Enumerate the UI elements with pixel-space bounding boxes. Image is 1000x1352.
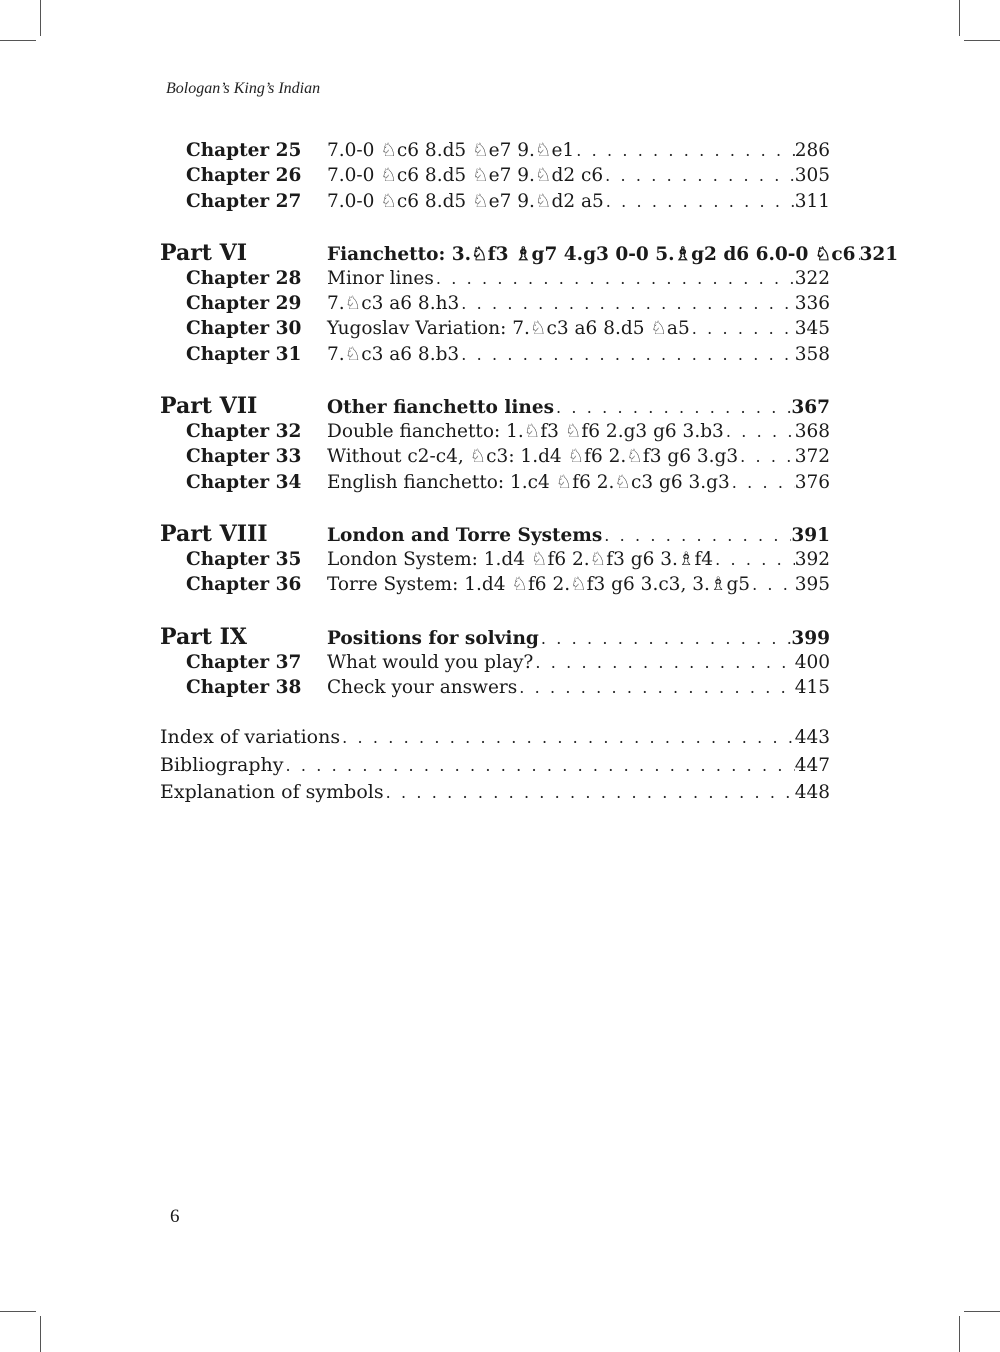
crop-mark [0, 40, 36, 41]
entry-title: Other fianchetto lines [327, 397, 555, 419]
entry-page-number: 286 [794, 140, 830, 161]
chapter-label: Chapter 31 [186, 343, 302, 365]
chapter-label: Chapter 34 [186, 471, 302, 493]
dot-leader [554, 398, 791, 417]
entry-page-number: 368 [794, 421, 830, 443]
entry-page-number: 448 [794, 782, 830, 804]
entry-page-number: 391 [791, 524, 830, 546]
dot-leader [730, 473, 795, 492]
toc-part-entry[interactable] [160, 239, 899, 268]
dot-leader [384, 783, 795, 802]
entry-title: 7.0-0 ♘c6 8.d5 ♘e7 9.♘d2 c6 [327, 165, 604, 187]
dot-leader [539, 629, 792, 648]
toc-appendix-entry[interactable] [160, 726, 830, 754]
entry-page-number: 399 [791, 627, 830, 649]
toc-part-entry[interactable] [160, 521, 830, 549]
chapter-label: Chapter 37 [186, 651, 302, 673]
entry-page-number: 322 [794, 267, 830, 289]
chapter-label: Chapter 27 [186, 190, 302, 212]
entry-title: Check your answers [327, 676, 518, 698]
entry-title: Without c2-c4, ♘c3: 1.d4 ♘f6 2.♘f3 g6 3.g3 [327, 446, 739, 468]
toc-chapter-entry[interactable] [160, 652, 830, 677]
toc-chapter-entry[interactable] [160, 165, 830, 190]
dot-leader [340, 728, 795, 747]
entry-page-number: 358 [794, 343, 830, 365]
toc-chapter-entry[interactable] [160, 268, 830, 293]
entry-page-number: 305 [794, 165, 830, 187]
chapter-label: Chapter 36 [186, 574, 302, 596]
part-label: Part IX [160, 623, 247, 650]
dot-leader [724, 422, 795, 441]
dot-leader [604, 192, 795, 211]
entry-title: Double fianchetto: 1.♘f3 ♘f6 2.g3 g6 3.b3 [327, 421, 724, 443]
chapter-label: Chapter 28 [186, 267, 302, 289]
entry-page-number: 376 [794, 471, 830, 493]
page-number: 6 [170, 1206, 180, 1227]
entry-title: 7.0-0 ♘c6 8.d5 ♘e7 9.♘e1 [327, 140, 575, 161]
crop-mark [40, 0, 41, 36]
toc-section [160, 393, 830, 497]
dot-leader [459, 345, 794, 364]
toc-section [160, 239, 899, 369]
entry-page-number: 400 [794, 651, 830, 673]
entry-page-number: 345 [794, 318, 830, 340]
toc-chapter-entry[interactable] [160, 191, 830, 216]
entry-title: Fianchetto: 3.♘f3 ♗g7 4.g3 0-0 5.♗g2 d6 6.0-0 ♘c6 [327, 243, 856, 265]
entry-title: Yugoslav Variation: 7.♘c3 a6 8.d5 ♘a5 [327, 318, 690, 340]
entry-title: English fianchetto: 1.c4 ♘f6 2.♘c3 g6 3.g3 [327, 471, 730, 493]
dot-leader [434, 269, 795, 288]
toc-chapter-entry[interactable] [160, 344, 830, 369]
entry-title: 7.0-0 ♘c6 8.d5 ♘e7 9.♘d2 a5 [327, 190, 604, 212]
part-label: Part VI [160, 239, 247, 266]
entry-page-number: 311 [794, 190, 830, 212]
crop-mark [964, 1311, 1000, 1312]
toc-chapter-entry[interactable] [160, 421, 830, 446]
toc-chapter-entry[interactable] [160, 446, 830, 471]
dot-leader [713, 550, 795, 569]
dot-leader [690, 319, 795, 338]
entry-title: London and Torre Systems [327, 524, 603, 546]
table-of-contents [160, 140, 899, 809]
running-header: Bologan’s King’s Indian [166, 80, 321, 97]
chapter-label: Chapter 32 [186, 421, 302, 443]
entry-page-number: 395 [794, 574, 830, 596]
dot-leader [602, 526, 791, 545]
entry-title: Index of variations [160, 726, 341, 749]
entry-title: What would you play? [327, 651, 534, 673]
chapter-label: Chapter 26 [186, 165, 302, 187]
toc-appendix [160, 726, 830, 809]
toc-appendix-entry[interactable] [160, 754, 830, 782]
entry-title: Explanation of symbols [160, 781, 384, 804]
entry-title: Positions for solving [327, 627, 539, 649]
toc-chapter-entry[interactable] [160, 140, 830, 165]
chapter-label: Chapter 29 [186, 293, 302, 315]
toc-appendix-entry[interactable] [160, 781, 830, 809]
dot-leader [284, 756, 795, 775]
toc-part-entry[interactable] [160, 393, 830, 421]
toc-chapter-entry[interactable] [160, 293, 830, 318]
entry-page-number: 336 [794, 293, 830, 315]
chapter-label: Chapter 30 [186, 318, 302, 340]
dot-leader [738, 447, 795, 466]
entry-title: Bibliography [160, 753, 284, 776]
entry-title: Torre System: 1.d4 ♘f6 2.♘f3 g6 3.c3, 3.♗g5 [327, 574, 751, 596]
dot-leader [750, 575, 795, 594]
entry-page-number: 415 [794, 676, 830, 698]
crop-mark [964, 40, 1000, 41]
dot-leader [533, 653, 794, 672]
entry-page-number: 372 [794, 446, 830, 468]
entry-page-number: 321 [859, 243, 899, 265]
dot-leader [459, 294, 794, 313]
crop-mark [959, 0, 960, 36]
entry-page-number: 367 [791, 397, 830, 419]
entry-page-number: 447 [794, 754, 830, 776]
crop-mark [0, 1311, 36, 1312]
entry-title: Minor lines [327, 267, 434, 289]
toc-chapter-entry[interactable] [160, 472, 830, 497]
dot-leader [517, 678, 794, 697]
dot-leader [603, 166, 795, 185]
chapter-label: Chapter 33 [186, 446, 302, 468]
toc-chapter-entry[interactable] [160, 318, 830, 343]
part-label: Part VIII [160, 520, 268, 547]
entry-page-number: 443 [794, 727, 830, 749]
toc-section [160, 140, 830, 216]
toc-chapter-entry[interactable] [160, 549, 830, 574]
toc-chapter-entry[interactable] [160, 677, 830, 702]
chapter-label: Chapter 35 [186, 548, 302, 570]
toc-section [160, 624, 830, 703]
entry-page-number: 392 [794, 548, 830, 570]
crop-mark [40, 1316, 41, 1352]
entry-title: London System: 1.d4 ♘f6 2.♘f3 g6 3.♗f4 [327, 548, 714, 570]
crop-mark [959, 1316, 960, 1352]
toc-section [160, 521, 830, 600]
chapter-label: Chapter 38 [186, 676, 302, 698]
toc-part-entry[interactable] [160, 624, 830, 652]
toc-chapter-entry[interactable] [160, 574, 830, 599]
part-label: Part VII [160, 393, 258, 420]
chapter-label: Chapter 25 [186, 140, 302, 161]
dot-leader [574, 141, 794, 160]
entry-title: 7.♘c3 a6 8.h3 [327, 293, 460, 315]
entry-title: 7.♘c3 a6 8.b3 [327, 343, 460, 365]
